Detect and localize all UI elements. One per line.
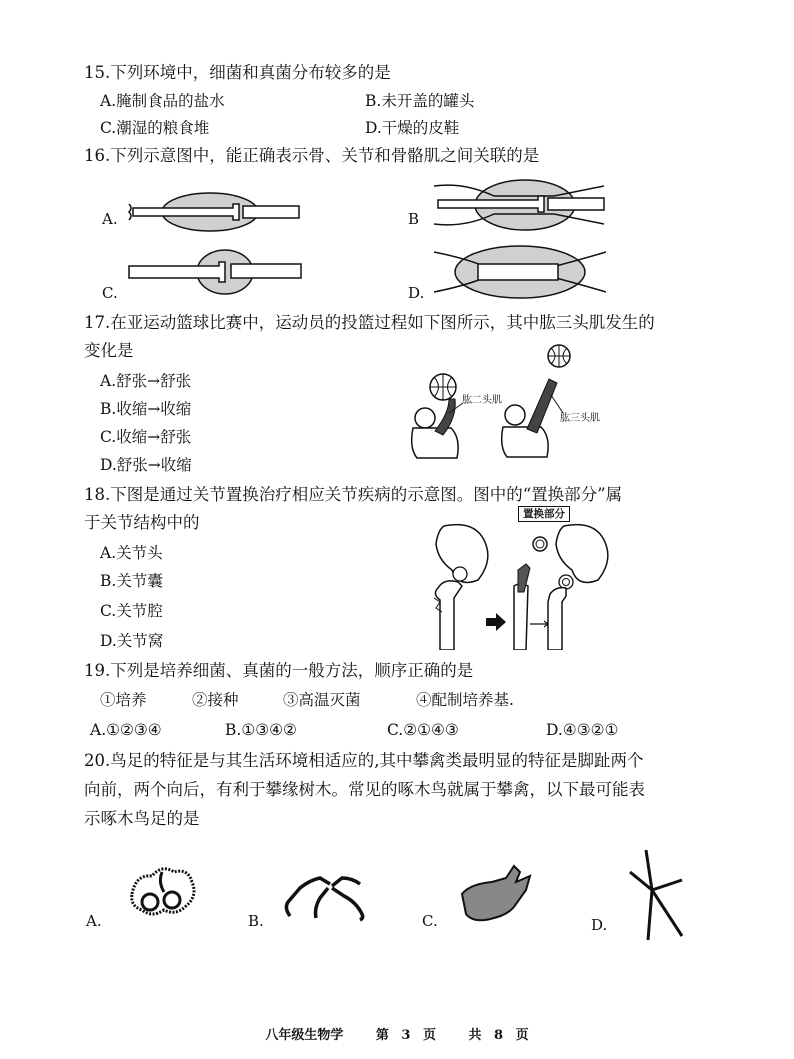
q15-option-c: C.潮湿的粮食堆 — [100, 119, 210, 137]
page-footer — [0, 1024, 794, 1043]
q17-option-d: D.舒张→收缩 — [100, 456, 192, 474]
q18-option-b: B.关节囊 — [100, 572, 163, 590]
q18-option-c: C.关节腔 — [100, 602, 163, 620]
q17-option-a: A.舒张→舒张 — [100, 372, 192, 390]
q16-stem: 16.下列示意图中，能正确表示骨、关节和骨骼肌之间关联的是 — [84, 146, 540, 165]
q20-label-a: A. — [86, 912, 102, 930]
q19-option-b: B.①③④② — [225, 721, 297, 739]
q18-option-a: A.关节头 — [100, 544, 163, 562]
q16-label-c: C. — [102, 284, 118, 302]
q16-figure-b — [430, 170, 610, 240]
q19-step-1: ①培养 — [100, 691, 147, 709]
q19-option-c: C.②①④③ — [387, 721, 459, 739]
q16-figure-c — [125, 242, 305, 304]
q16-figure-d — [430, 238, 610, 306]
q15-stem: 15.下列环境中，细菌和真菌分布较多的是 — [84, 63, 391, 82]
q20-foot-a — [122, 864, 200, 922]
q20-foot-d — [624, 846, 696, 942]
q19-step-4: ④配制培养基. — [416, 691, 514, 709]
q20-foot-c — [456, 864, 536, 924]
q17-stem-line2: 变化是 — [84, 341, 134, 360]
q19-stem: 19.下列是培养细菌、真菌的一般方法，顺序正确的是 — [84, 661, 474, 680]
footer-page-number: 第 3 页 — [375, 1028, 436, 1043]
q20-label-c: C. — [422, 912, 438, 930]
q17-label-triceps: 肱三头肌 — [560, 413, 600, 424]
q15-option-d: D.干燥的皮鞋 — [365, 119, 460, 137]
q20-label-d: D. — [591, 916, 608, 934]
q20-stem-line2: 向前，两个向后，有利于攀缘树木。常见的啄木鸟就属于攀禽，以下最可能表 — [84, 780, 645, 799]
q20-foot-b — [282, 874, 380, 922]
q20-stem-line1: 20.鸟足的特征是与其生活环境相适应的,其中攀禽类最明显的特征是脚趾两个 — [84, 751, 644, 770]
footer-total-pages: 共 8 页 — [468, 1028, 529, 1043]
q18-joint-replacement-figure — [410, 520, 620, 650]
q17-option-c: C.收缩→舒张 — [100, 428, 192, 446]
q18-stem-line1: 18.下图是通过关节置换治疗相应关节疾病的示意图。图中的“置换部分”属 — [84, 485, 623, 504]
q18-stem-line2: 于关节结构中的 — [84, 513, 200, 532]
q20-label-b: B. — [248, 912, 264, 930]
q16-label-a: A. — [102, 210, 118, 228]
footer-subject: 八年级生物学 — [265, 1028, 344, 1043]
q17-basketball-figure — [405, 343, 625, 461]
q19-step-2: ②接种 — [192, 691, 239, 709]
q16-figure-a — [125, 180, 305, 240]
q16-label-b: B — [408, 210, 420, 228]
q18-option-d: D.关节窝 — [100, 632, 164, 650]
q19-option-d: D.④③②① — [546, 721, 619, 739]
q16-label-d: D. — [408, 284, 425, 302]
q20-stem-line3: 示啄木鸟足的是 — [84, 809, 200, 828]
q17-option-b: B.收缩→收缩 — [100, 400, 192, 418]
q15-option-b: B.未开盖的罐头 — [365, 92, 475, 110]
q19-step-3: ③高温灭菌 — [283, 691, 361, 709]
q17-stem-line1: 17.在亚运动篮球比赛中，运动员的投篮过程如下图所示，其中肱三头肌发生的 — [84, 313, 655, 332]
q17-label-biceps: 肱二头肌 — [462, 395, 502, 406]
q19-option-a: A.①②③④ — [90, 721, 162, 739]
q18-replacement-label: 置换部分 — [518, 506, 570, 522]
q15-option-a: A.腌制食品的盐水 — [100, 92, 225, 110]
